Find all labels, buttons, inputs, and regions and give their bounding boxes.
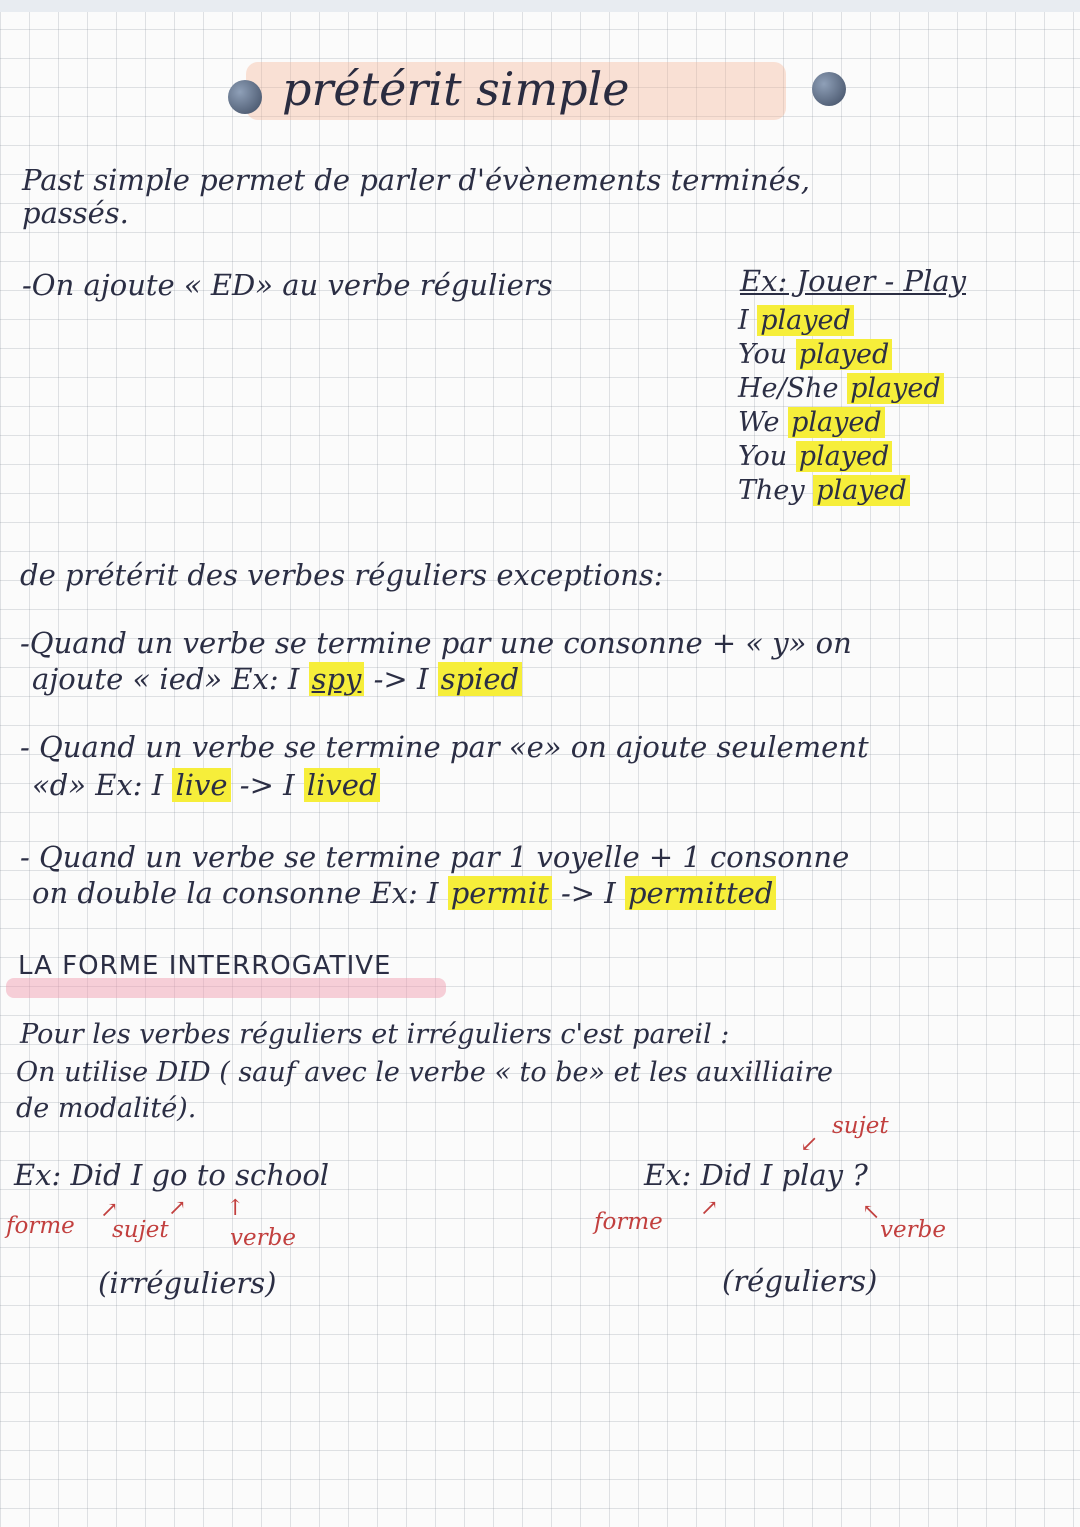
example-label: Ex: Jouer - Play — [740, 264, 966, 298]
page-top-strip — [0, 0, 1080, 12]
arrow-text: -> I — [551, 876, 625, 910]
arrow-text: -> I — [230, 768, 304, 802]
interrogative-text-1: Pour les verbes réguliers et irréguliers c'est pareil : — [20, 1019, 730, 1050]
interrogative-text-2: On utilise DID ( sauf avec le verbe « to be» et les auxilliaire — [16, 1057, 833, 1088]
arrow-icon: ↗ — [100, 1198, 119, 1223]
exception-1-line-2 — [32, 664, 522, 696]
exception-text: ajoute « ied» Ex: I — [32, 662, 309, 696]
caption-irregular: (irréguliers) — [98, 1266, 277, 1300]
conjugation-row — [738, 442, 944, 476]
verb-highlight: played — [813, 475, 910, 506]
page-title: prétérit simple — [282, 62, 630, 116]
highlighted-word: permitted — [625, 876, 776, 910]
highlighted-word: live — [172, 768, 230, 802]
subject: He/She — [738, 373, 839, 404]
interrogative-heading: LA FORME INTERROGATIVE — [18, 951, 392, 981]
exception-1-line-1: -Quand un verbe se termine par une consonne + « y» on — [20, 626, 852, 660]
interrogative-text-3: de modalité). — [16, 1093, 197, 1124]
exception-3-line-2 — [32, 878, 776, 910]
subject: They — [738, 475, 805, 506]
conjugation-row — [738, 340, 944, 374]
label-forme-regular: forme — [594, 1209, 663, 1235]
verb-highlight: played — [796, 441, 893, 472]
conjugation-row — [738, 374, 944, 408]
subject: You — [738, 441, 788, 472]
verb-highlight: played — [847, 373, 944, 404]
arrow-text: -> I — [364, 662, 438, 696]
conjugation-row — [738, 306, 944, 340]
highlighted-word: spy — [309, 662, 365, 696]
label-sujet-regular: sujet — [832, 1113, 889, 1139]
example-irregular: Ex: Did I go to school — [14, 1158, 330, 1192]
verb-highlight: played — [788, 407, 885, 438]
conjugation-row — [738, 408, 944, 442]
subject: I — [738, 305, 749, 336]
arrow-icon: ↖ — [862, 1200, 881, 1225]
verb-highlight: played — [796, 339, 893, 370]
label-verbe: verbe — [230, 1225, 296, 1251]
exception-text: «d» Ex: I — [32, 768, 173, 802]
conjugation-row — [738, 476, 944, 510]
arrow-icon: ↗ — [168, 1196, 187, 1221]
exception-text: on double la consonne Ex: I — [32, 876, 448, 910]
label-verbe-regular: verbe — [880, 1217, 946, 1243]
left-sticker — [228, 80, 262, 114]
right-sticker — [812, 72, 846, 106]
verb-highlight: played — [757, 305, 854, 336]
arrow-icon: ↑ — [226, 1196, 245, 1221]
exception-2-line-2 — [32, 770, 380, 802]
highlighted-word: spied — [438, 662, 522, 696]
subject: We — [738, 407, 780, 438]
rule-ed: -On ajoute « ED» au verbe réguliers — [22, 268, 553, 302]
exception-3-line-1: - Quand un verbe se termine par 1 voyelle + 1 consonne — [20, 840, 850, 874]
caption-regular: (réguliers) — [722, 1264, 878, 1298]
highlighted-word: lived — [304, 768, 381, 802]
label-forme: forme — [6, 1213, 75, 1239]
heading-highlight — [6, 978, 446, 998]
conjugation-list — [738, 306, 944, 510]
exception-2-line-1: - Quand un verbe se termine par «e» on ajoute seulement — [20, 730, 869, 764]
intro-line-2: passés. — [22, 196, 129, 230]
label-sujet: sujet — [112, 1217, 169, 1243]
intro-line-1: Past simple permet de parler d'évènements terminés, — [22, 163, 810, 197]
arrow-icon: ↙ — [800, 1132, 819, 1157]
exceptions-heading: de prétérit des verbes réguliers exceptions: — [20, 558, 664, 592]
arrow-icon: ↗ — [700, 1196, 719, 1221]
subject: You — [738, 339, 788, 370]
highlighted-word: permit — [448, 876, 552, 910]
example-regular: Ex: Did I play ? — [644, 1158, 868, 1192]
